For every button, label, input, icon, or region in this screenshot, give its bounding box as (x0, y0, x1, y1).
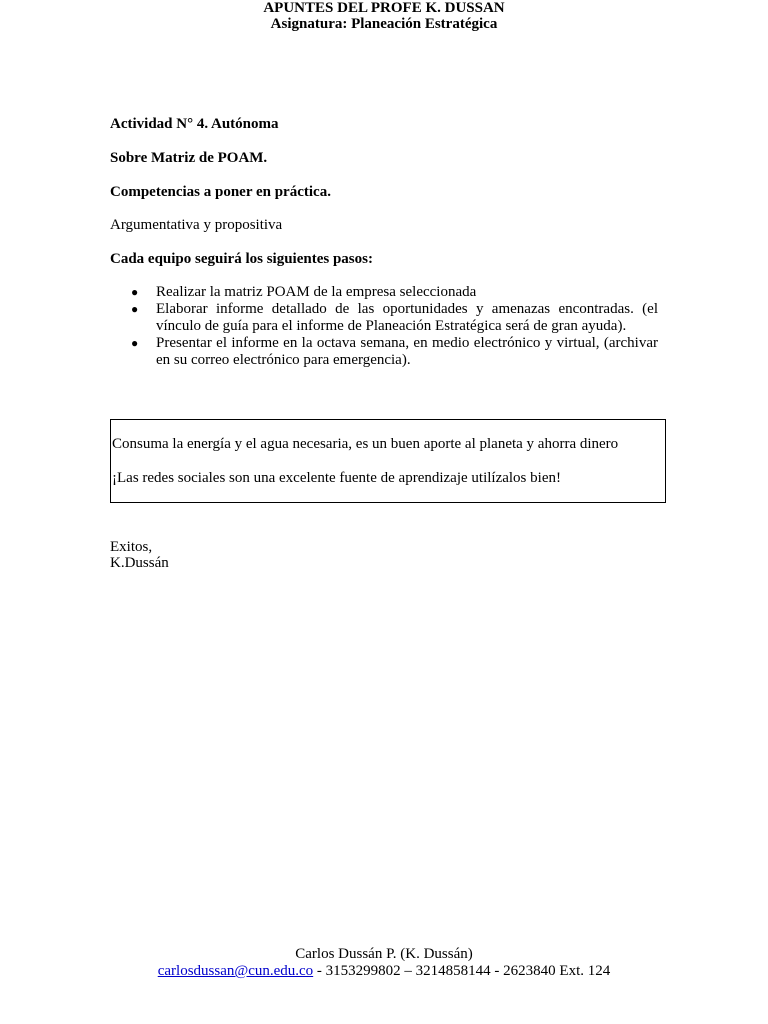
step-text: Elaborar informe detallado de las oportunidades y amenazas encontradas. (el vínculo de guía para el informe de Planeación Estratégica será de gran ayuda). (156, 301, 658, 334)
list-item (110, 335, 658, 369)
step-text: Presentar el informe en la octava semana, en medio electrónico y virtual, (archivar en su correo electrónico para emergencia). (156, 335, 658, 368)
activity-topic: Sobre Matriz de POAM. (110, 150, 268, 166)
footer-contact (0, 963, 768, 980)
list-item (110, 284, 658, 301)
activity-title: Actividad N° 4. Autónoma (110, 116, 279, 132)
bullet-icon: ● (131, 336, 139, 350)
notice-energy-text: Consuma la energía y el agua necesaria, es un buen aporte al planeta y ahorra dinero (112, 436, 619, 452)
notice-social-text: ¡Las redes sociales son una excelente fuente de aprendizaje utilízalos bien! (112, 470, 561, 486)
footer-author: Carlos Dussán P. (K. Dussán) (295, 946, 473, 962)
header-title: APUNTES DEL PROFE K. DUSSAN (263, 0, 505, 16)
email-link[interactable]: carlosdussan@cun.edu.co (157, 963, 314, 979)
document-footer (0, 946, 768, 980)
steps-list (110, 284, 658, 369)
competencias-text: Argumentativa y propositiva (110, 217, 283, 233)
header-subject: Asignatura: Planeación Estratégica (270, 16, 498, 32)
step-text: Realizar la matriz POAM de la empresa seleccionada (156, 284, 477, 300)
competencias-heading: Competencias a poner en práctica. (110, 184, 331, 200)
steps-heading: Cada equipo seguirá los siguientes pasos: (110, 251, 373, 267)
bullet-icon: ● (131, 302, 139, 316)
bullet-icon: ● (131, 285, 139, 299)
list-item (110, 301, 658, 335)
closing-greeting: Exitos, (110, 539, 153, 555)
closing-signature: K.Dussán (110, 555, 169, 571)
closing-block (110, 539, 169, 571)
footer-phones: - 3153299802 – 3214858144 - 2623840 Ext. 124 (313, 963, 611, 979)
notice-box (110, 419, 666, 503)
document-header (0, 0, 768, 32)
